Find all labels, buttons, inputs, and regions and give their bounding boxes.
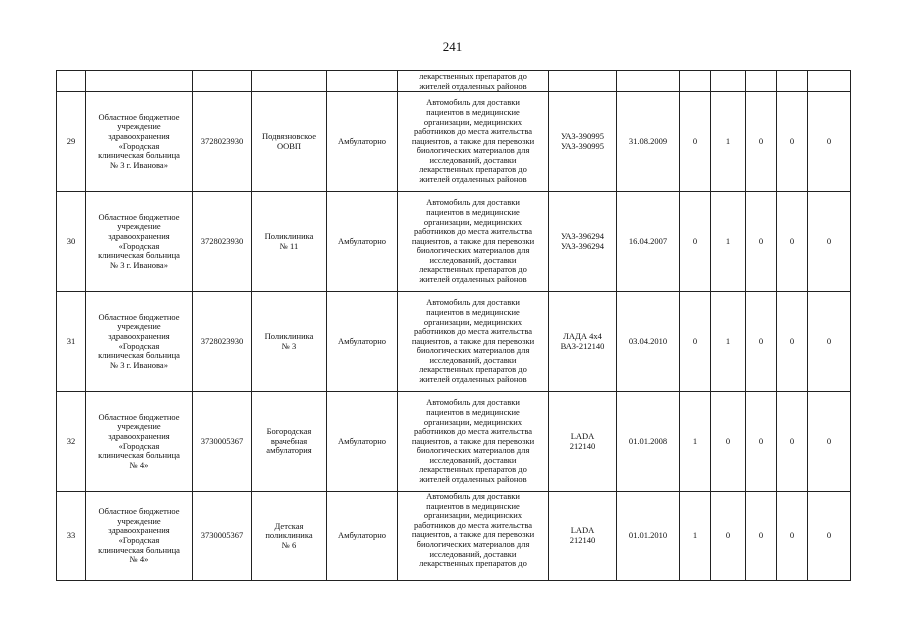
institution-line: «Городская (118, 240, 160, 251)
cell-empty (680, 71, 711, 92)
purpose-line: жителей отдаленных районов (419, 374, 527, 385)
institution-line: здравоохранения (108, 330, 170, 341)
cell-vehicle-model (549, 92, 617, 192)
unit-line: Поликлиника (264, 230, 314, 241)
cell-count-1: 1 (680, 492, 711, 581)
purpose-text (400, 398, 546, 484)
purpose-line: лекарственных препаратов до (419, 464, 527, 475)
cell-empty (777, 71, 808, 92)
cell-date: 16.04.2007 (617, 192, 680, 292)
purpose-line: пациентов в медицинские (426, 206, 520, 217)
cell-empty (327, 71, 398, 92)
purpose-line: биологических материалов для (416, 145, 530, 156)
institution-line: учреждение (117, 321, 161, 332)
institution-line: клиническая больница (98, 350, 180, 361)
cell-count-4: 0 (777, 192, 808, 292)
cell-date: 01.01.2008 (617, 392, 680, 492)
cell-row-number: 32 (57, 392, 86, 492)
purpose-line: работников до места жительства (413, 326, 533, 337)
purpose-line: организации, медицинских (423, 216, 523, 227)
cell-unit (252, 492, 327, 581)
cell-count-4: 0 (777, 492, 808, 581)
purpose-line: работников до места жительства (413, 426, 533, 437)
purpose-line: пациентов в медицинские (426, 106, 520, 117)
cell-purpose (398, 492, 549, 581)
model-line: 212140 (569, 535, 596, 545)
purpose-line: пациентов, а также для перевозки (411, 235, 535, 246)
institution-line: «Городская (118, 440, 160, 451)
cell-count-5: 0 (808, 192, 851, 292)
purpose-line: пациентов в медицинские (426, 500, 520, 511)
purpose-line: пациентов, а также для перевозки (411, 529, 535, 540)
purpose-line: работников до места жительства (413, 519, 533, 530)
cell-empty (57, 71, 86, 92)
unit-line: поликлиника (265, 530, 313, 541)
purpose-line: организации, медицинских (423, 416, 523, 427)
cell-empty (193, 71, 252, 92)
institution-line: «Городская (118, 340, 160, 351)
cell-date: 31.08.2009 (617, 92, 680, 192)
cell-vehicle-model (549, 192, 617, 292)
table-row (57, 292, 851, 392)
purpose-line: пациентов, а также для перевозки (411, 435, 535, 446)
institution-line: здравоохранения (108, 525, 170, 536)
cell-count-1: 0 (680, 192, 711, 292)
institution-line: Областное бюджетное (98, 111, 180, 122)
unit-line: № 3 (281, 340, 297, 351)
cell-count-3: 0 (746, 292, 777, 392)
cell-purpose (398, 192, 549, 292)
unit-line: амбулатория (266, 445, 312, 456)
purpose-line: лекарственных препаратов до (419, 264, 527, 275)
cell-count-3: 0 (746, 392, 777, 492)
cell-count-1: 0 (680, 292, 711, 392)
purpose-line: исследований, доставки (429, 254, 517, 265)
cell-empty (86, 71, 193, 92)
purpose-line: исследований, доставки (429, 354, 517, 365)
unit-line: Поликлиника (264, 330, 314, 341)
purpose-line: исследований, доставки (429, 154, 517, 165)
institution-line: клиническая больница (98, 250, 180, 261)
purpose-line: лекарственных препаратов до (419, 72, 527, 82)
purpose-line: работников до места жительства (413, 226, 533, 237)
table-row (57, 392, 851, 492)
cell-count-2: 1 (711, 92, 746, 192)
purpose-line: жителей отдаленных районов (419, 474, 527, 485)
purpose-line: жителей отдаленных районов (419, 174, 527, 185)
cell-care-type: Амбулаторно (327, 92, 398, 192)
institution-line: № 3 г. Иванова» (110, 159, 168, 170)
institution-line: здравоохранения (108, 130, 170, 141)
vehicle-registry-table (56, 70, 851, 581)
cell-inn: 3730005367 (193, 392, 252, 492)
cell-count-5: 0 (808, 492, 851, 581)
purpose-text (400, 98, 546, 184)
purpose-line: Автомобиль для доставки (426, 398, 520, 408)
purpose-line: организации, медицинских (423, 510, 523, 521)
purpose-line: пациентов, а также для перевозки (411, 335, 535, 346)
continuation-row (57, 71, 851, 92)
purpose-line: биологических материалов для (416, 245, 530, 256)
unit-line: ООВП (276, 140, 302, 151)
cell-purpose (398, 292, 549, 392)
purpose-line: пациентов в медицинские (426, 306, 520, 317)
table-row (57, 92, 851, 192)
purpose-line: исследований, доставки (429, 454, 517, 465)
cell-empty (746, 71, 777, 92)
institution-line: Областное бюджетное (98, 411, 180, 422)
institution-line: учреждение (117, 121, 161, 132)
cell-purpose (398, 92, 549, 192)
purpose-line: Автомобиль для доставки (426, 98, 520, 108)
institution-line: Областное бюджетное (98, 311, 180, 322)
institution-line: здравоохранения (108, 430, 170, 441)
purpose-line: лекарственных препаратов до (419, 164, 527, 175)
cell-row-number: 33 (57, 492, 86, 581)
cell-count-5: 0 (808, 92, 851, 192)
cell-purpose (398, 392, 549, 492)
cell-unit (252, 192, 327, 292)
cell-count-3: 0 (746, 192, 777, 292)
cell-inn: 3728023930 (193, 92, 252, 192)
cell-count-2: 0 (711, 392, 746, 492)
cell-unit (252, 292, 327, 392)
cell-date: 01.01.2010 (617, 492, 680, 581)
purpose-line: биологических материалов для (416, 538, 530, 549)
purpose-line: пациентов в медицинские (426, 406, 520, 417)
purpose-line: биологических материалов для (416, 345, 530, 356)
model-line: УАЗ-390995 (561, 130, 604, 141)
unit-line: № 11 (279, 240, 299, 251)
purpose-line: организации, медицинских (423, 116, 523, 127)
model-line: ЛАДА 4х4 (563, 330, 602, 341)
cell-count-4: 0 (777, 392, 808, 492)
unit-line: Подвязновское (262, 130, 316, 141)
institution-line: учреждение (117, 515, 161, 526)
institution-line: № 3 г. Иванова» (110, 359, 168, 370)
institution-line: № 4» (129, 459, 149, 470)
cell-count-4: 0 (777, 92, 808, 192)
institution-line: № 4» (129, 554, 149, 565)
cell-count-2: 1 (711, 192, 746, 292)
cell-institution (86, 192, 193, 292)
institution-line: Областное бюджетное (98, 506, 180, 517)
cell-institution (86, 92, 193, 192)
institution-line: «Городская (118, 140, 160, 151)
purpose-line: Автомобиль для доставки (426, 198, 520, 208)
cell-row-number: 29 (57, 92, 86, 192)
cell-institution (86, 492, 193, 581)
model-line: ВАЗ-212140 (560, 340, 605, 351)
cell-care-type: Амбулаторно (327, 192, 398, 292)
institution-line: клиническая больница (98, 150, 180, 161)
cell-inn: 3730005367 (193, 492, 252, 581)
purpose-line: Автомобиль для доставки (426, 492, 520, 501)
cell-date: 03.04.2010 (617, 292, 680, 392)
cell-empty (808, 71, 851, 92)
model-line: УАЗ-390995 (561, 140, 604, 151)
cell-institution (86, 292, 193, 392)
cell-vehicle-model (549, 292, 617, 392)
purpose-line: организации, медицинских (423, 316, 523, 327)
purpose-text (400, 72, 546, 91)
cell-unit (252, 92, 327, 192)
cell-inn: 3728023930 (193, 192, 252, 292)
unit-line: № 6 (281, 539, 297, 550)
institution-line: клиническая больница (98, 450, 180, 461)
cell-institution (86, 392, 193, 492)
cell-care-type: Амбулаторно (327, 292, 398, 392)
cell-empty (617, 71, 680, 92)
cell-purpose-continued (398, 71, 549, 92)
cell-empty (549, 71, 617, 92)
purpose-line: Автомобиль для доставки (426, 298, 520, 308)
purpose-line: биологических материалов для (416, 445, 530, 456)
cell-vehicle-model (549, 392, 617, 492)
purpose-line: пациентов, а также для перевозки (411, 135, 535, 146)
institution-line: № 3 г. Иванова» (110, 259, 168, 270)
institution-line: учреждение (117, 221, 161, 232)
unit-line: Богородская (266, 426, 312, 437)
purpose-line: лекарственных препаратов до (419, 364, 527, 375)
cell-count-1: 1 (680, 392, 711, 492)
model-line: УАЗ-396294 (561, 240, 604, 251)
cell-empty (252, 71, 327, 92)
cell-count-2: 0 (711, 492, 746, 581)
model-line: 212140 (569, 440, 596, 451)
table-row (57, 492, 851, 581)
cell-row-number: 31 (57, 292, 86, 392)
cell-vehicle-model (549, 492, 617, 581)
unit-line: Детская (274, 520, 304, 531)
purpose-line: лекарственных препаратов до (419, 558, 527, 569)
cell-count-5: 0 (808, 292, 851, 392)
cell-empty (711, 71, 746, 92)
cell-count-5: 0 (808, 392, 851, 492)
cell-count-4: 0 (777, 292, 808, 392)
purpose-text (400, 198, 546, 284)
cell-count-2: 1 (711, 292, 746, 392)
purpose-line: жителей отдаленных районов (419, 274, 527, 285)
table-body (57, 71, 851, 581)
unit-line: врачебная (270, 435, 308, 446)
cell-count-3: 0 (746, 92, 777, 192)
model-line: LADA (570, 430, 595, 441)
cell-count-1: 0 (680, 92, 711, 192)
cell-count-3: 0 (746, 492, 777, 581)
institution-line: клиническая больница (98, 544, 180, 555)
purpose-line: исследований, доставки (429, 548, 517, 559)
cell-inn: 3728023930 (193, 292, 252, 392)
cell-care-type: Амбулаторно (327, 392, 398, 492)
model-line: LADA (570, 525, 595, 536)
purpose-text (400, 298, 546, 384)
cell-unit (252, 392, 327, 492)
table-row (57, 192, 851, 292)
page-number: 241 (442, 39, 463, 54)
cell-care-type: Амбулаторно (327, 492, 398, 581)
purpose-text (400, 492, 546, 569)
purpose-line: работников до места жительства (413, 126, 533, 137)
institution-line: здравоохранения (108, 230, 170, 241)
model-line: УАЗ-396294 (561, 230, 604, 241)
institution-line: Областное бюджетное (98, 211, 180, 222)
institution-line: «Городская (118, 535, 160, 545)
institution-line: учреждение (117, 421, 161, 432)
purpose-line: жителей отдаленных районов (419, 80, 527, 91)
cell-row-number: 30 (57, 192, 86, 292)
